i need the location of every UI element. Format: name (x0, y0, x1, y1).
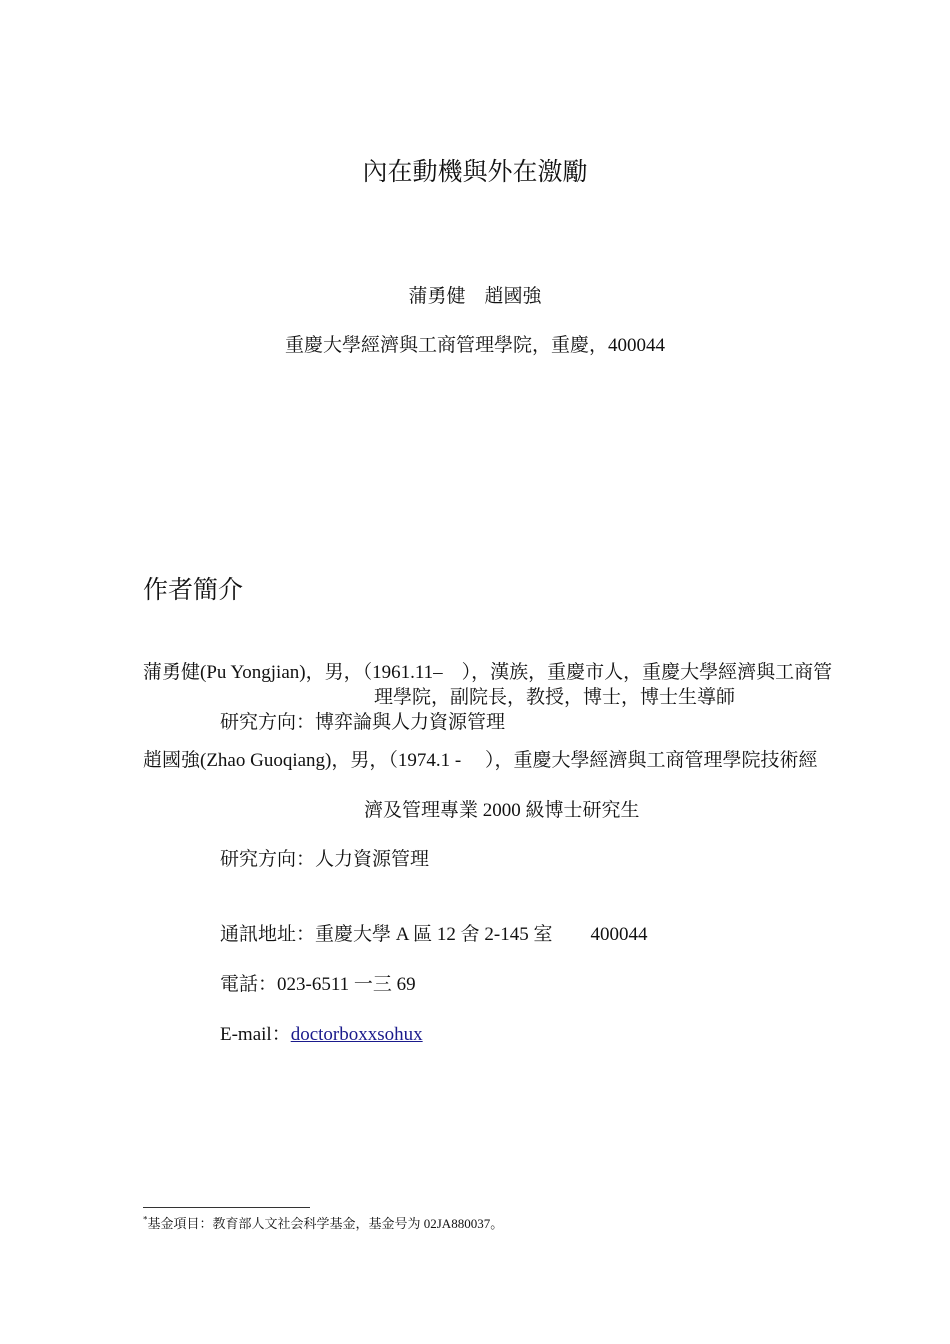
footnote (143, 1213, 503, 1232)
section-heading-author-bio: 作者簡介 (143, 575, 244, 604)
bio-zhao-line1: 趙國強(Zhao Guoqiang)，男，（1974.1 - ），重慶大學經濟與工商管理學院技術經 (143, 750, 818, 771)
bio-zhao-line2: 濟及管理專業 2000 級博士研究生 (364, 800, 640, 821)
email-link[interactable]: doctorboxxsohux (290, 1024, 423, 1045)
email-label: E-mail： (220, 1024, 291, 1045)
bio-pu-line1: 蒲勇健(Pu Yongjian)，男，（1961.11– ），漢族，重慶市人，重慶大學經濟與工商管 (143, 662, 833, 683)
contact-address: 通訊地址：重慶大學 A 區 12 舍 2-145 室 400044 (220, 924, 648, 945)
bio-pu-research: 研究方向：博弈論與人力資源管理 (220, 712, 506, 733)
bio-zhao-research: 研究方向：人力資源管理 (220, 849, 430, 870)
footnote-text: 基金項目：教育部人文社会科学基金，基金号为 02JA880037。 (147, 1216, 504, 1231)
author-names: 蒲勇健 趙國強 (408, 285, 542, 307)
footnote-mark: * (143, 1214, 148, 1225)
contact-email (220, 1019, 423, 1046)
paper-title: 內在動機與外在激勵 (362, 157, 588, 186)
author-affiliation: 重慶大學經濟與工商管理學院，重慶，400044 (284, 335, 665, 356)
bio-pu-line2: 理學院，副院長，教授，博士，博士生導師 (374, 687, 736, 708)
contact-phone: 電話：023-6511 一三 69 (220, 974, 416, 995)
footnote-divider (143, 1207, 310, 1208)
